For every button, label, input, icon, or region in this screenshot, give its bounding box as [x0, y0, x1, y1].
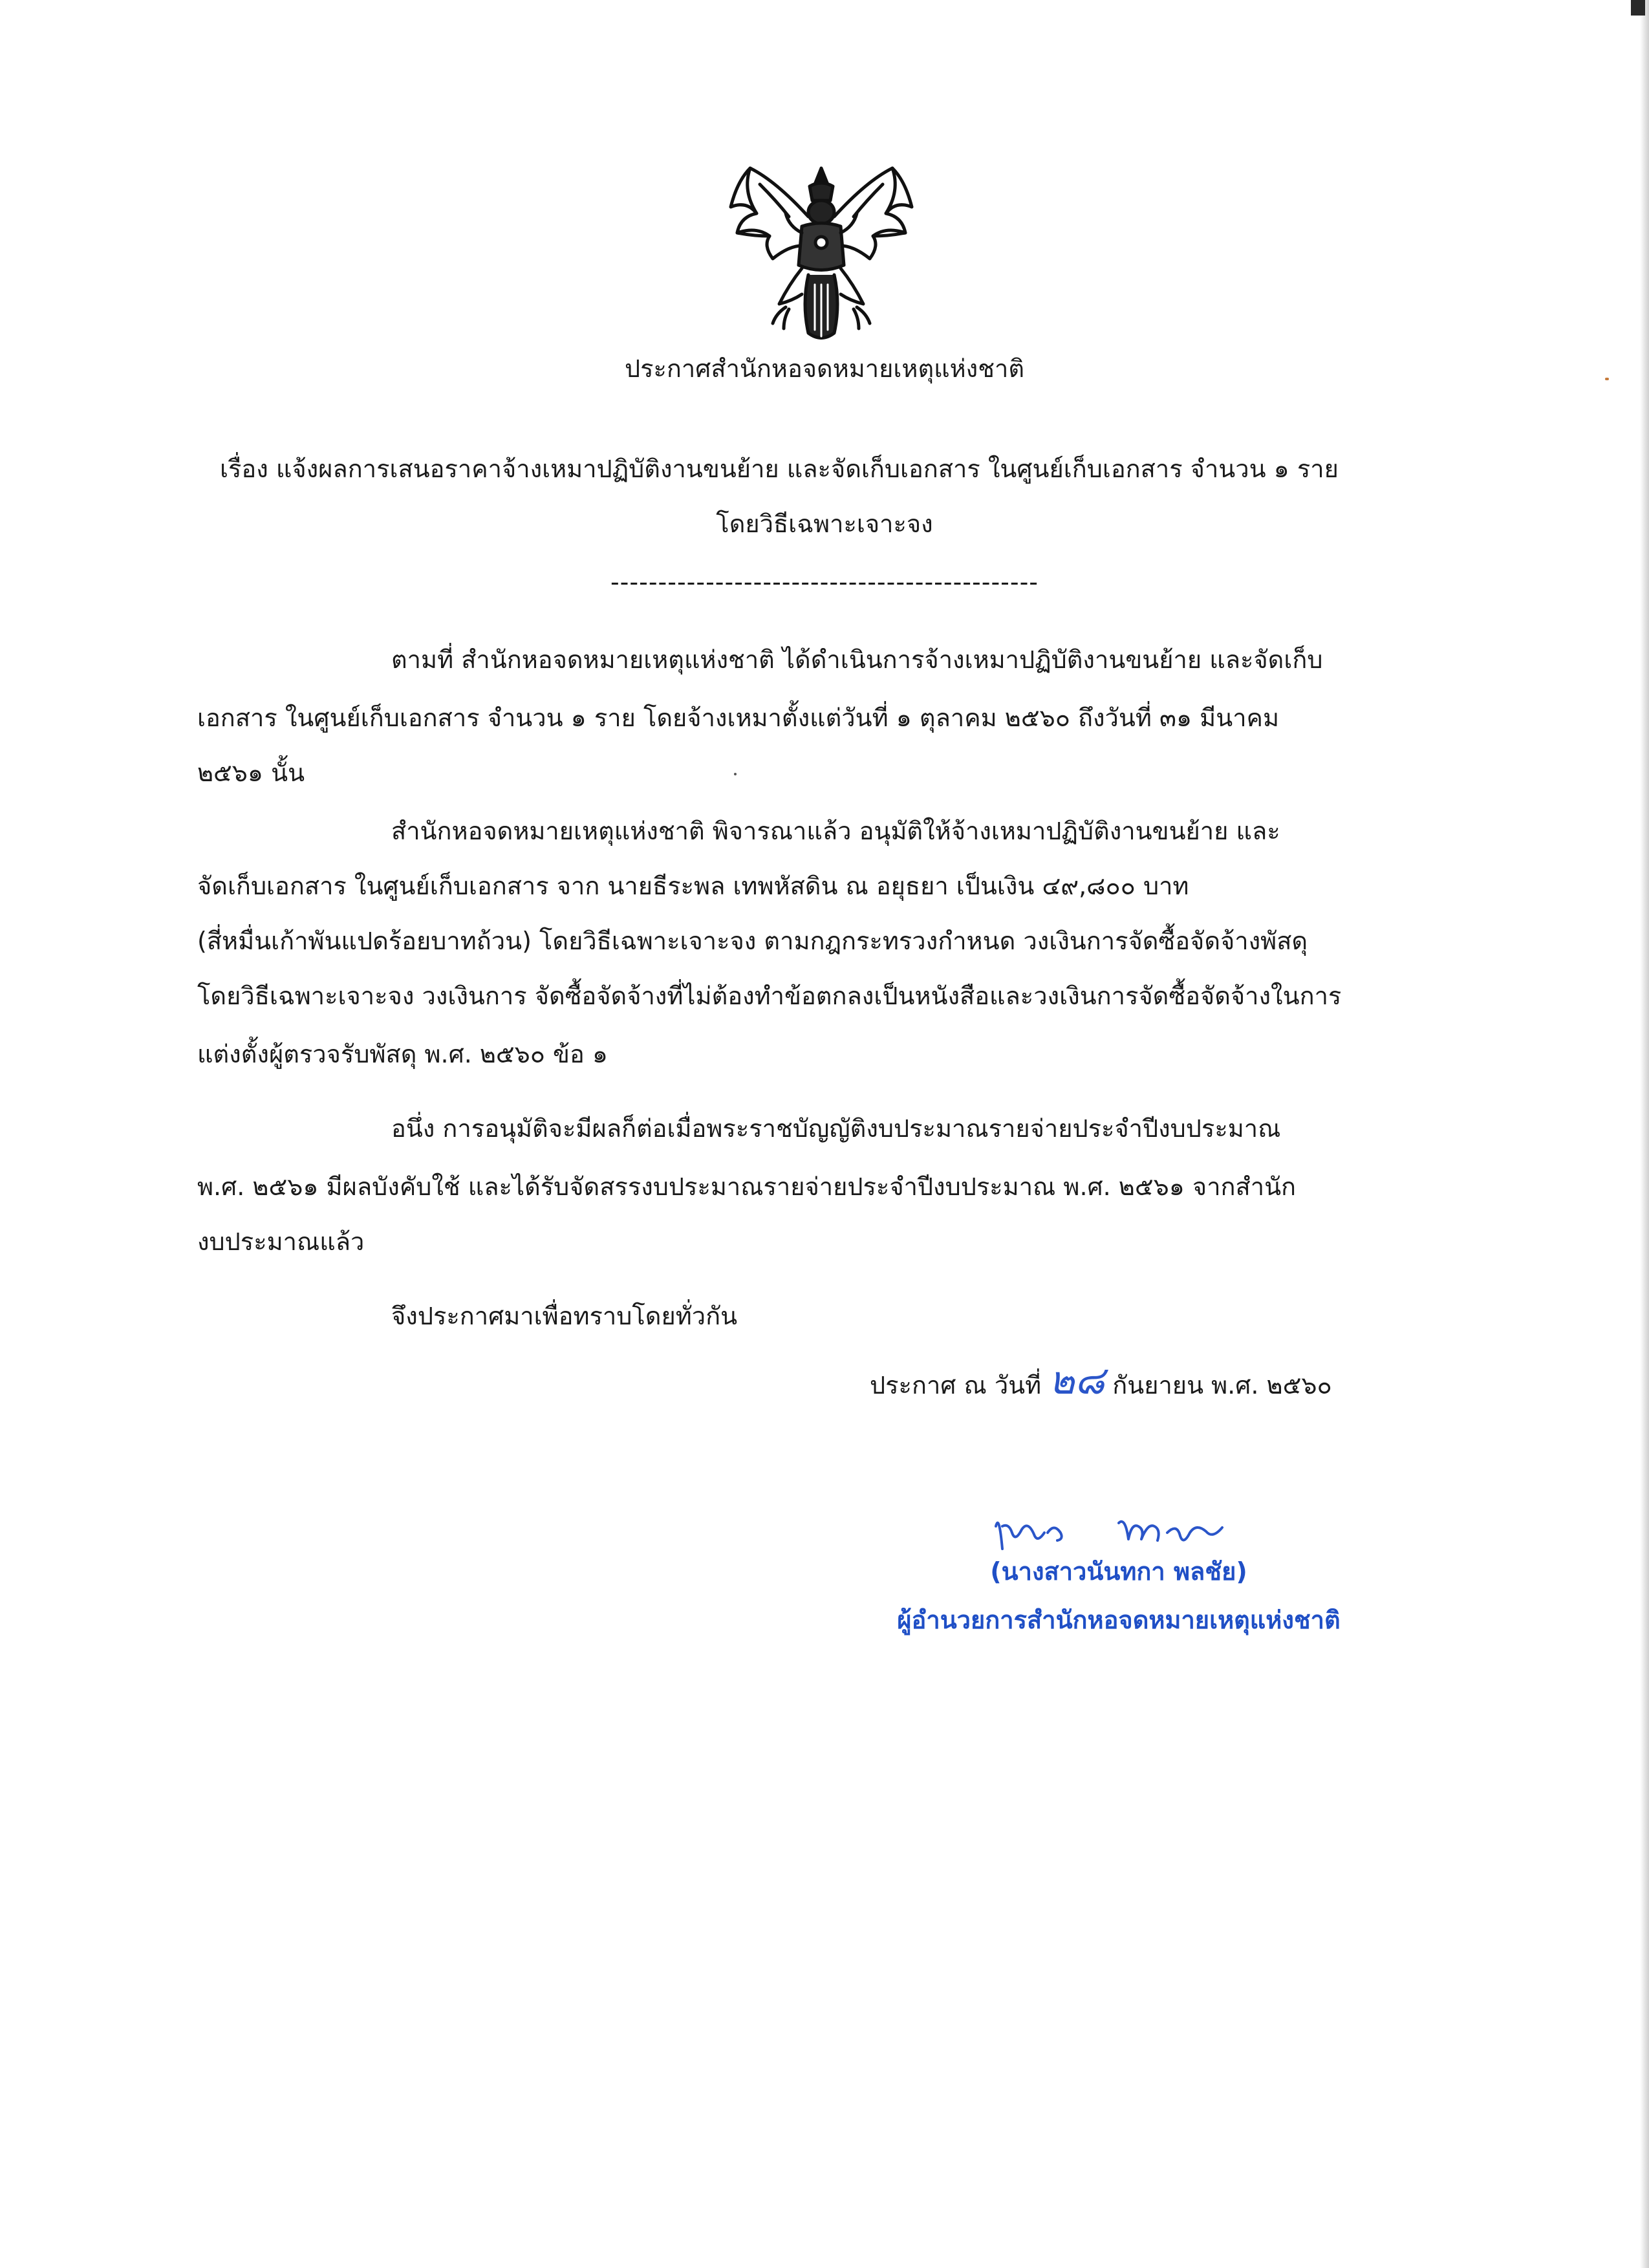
- paragraph-2-line-4: โดยวิธีเฉพาะเจาะจง วงเงินการ จัดซื้อจัดจ้างที่ไม่ต้องทำข้อตกลงเป็นหนังสือและวงเงินการจัดซื้อจัดจ้างในการ: [197, 982, 1342, 1010]
- signer-title: ผู้อำนวยการสำนักหอจดหมายเหตุแห่งชาติ: [897, 1606, 1341, 1634]
- paragraph-3-line-1: อนึ่ง การอนุมัติจะมีผลก็ต่อเมื่อพระราชบัญญัติงบประมาณรายจ่ายประจำปีงบประมาณ: [391, 1114, 1281, 1143]
- subject-line: เรื่อง แจ้งผลการเสนอราคาจ้างเหมาปฏิบัติงานขนย้าย และจัดเก็บเอกสาร ในศูนย์เก็บเอกสาร จำนวน ๑ ราย: [220, 455, 1339, 483]
- document-title: ประกาศสำนักหอจดหมายเหตุแห่งชาติ: [624, 354, 1025, 383]
- garuda-emblem-icon: [711, 155, 931, 349]
- paragraph-1-line-1: ตามที่ สำนักหอจดหมายเหตุแห่งชาติ ได้ดำเนินการจ้างเหมาปฏิบัติงานขนย้าย และจัดเก็บ: [391, 645, 1323, 674]
- paragraph-2-line-2: จัดเก็บเอกสาร ในศูนย์เก็บเอกสาร จาก นายธีระพล เทพหัสดิน ณ อยุธยา เป็นเงิน ๔๙,๘๐๐ บาท: [197, 872, 1189, 900]
- paragraph-2-line-1: สำนักหอจดหมายเหตุแห่งชาติ พิจารณาแล้ว อนุมัติให้จ้างเหมาปฏิบัติงานขนย้าย และ: [391, 817, 1280, 845]
- paragraph-1-line-2: เอกสาร ในศูนย์เก็บเอกสาร จำนวน ๑ ราย โดยจ้างเหมาตั้งแต่วันที่ ๑ ตุลาคม ๒๕๖๐ ถึงวันที่ ๓๑ มีนาคม: [197, 704, 1280, 732]
- date-line: [870, 1358, 1332, 1405]
- date-prefix: ประกาศ ณ วันที่: [870, 1371, 1042, 1399]
- date-day-handwritten: ๒๘: [1049, 1358, 1105, 1403]
- paragraph-3-line-3: งบประมาณแล้ว: [197, 1227, 365, 1256]
- scan-dust: [734, 773, 737, 775]
- paragraph-3-line-2: พ.ศ. ๒๕๖๑ มีผลบังคับใช้ และได้รับจัดสรรงบประมาณรายจ่ายประจำปีงบประมาณ พ.ศ. ๒๕๖๑ จากสำนัก: [197, 1172, 1297, 1201]
- divider: ---------------------------------------------: [610, 568, 1039, 596]
- scan-edge-shadow: [1640, 0, 1649, 2268]
- paragraph-2-line-5: แต่งตั้งผู้ตรวจรับพัสดุ พ.ศ. ๒๕๖๐ ข้อ ๑: [197, 1040, 609, 1068]
- subject-line-continued: โดยวิธีเฉพาะเจาะจง: [716, 510, 933, 538]
- scan-corner-mark: [1631, 0, 1645, 16]
- paragraph-2-line-3: (สี่หมื่นเก้าพันแปดร้อยบาทถ้วน) โดยวิธีเฉพาะเจาะจง ตามกฎกระทรวงกำหนด วงเงินการจัดซื้อจัดจ้างพัสดุ: [197, 927, 1308, 955]
- paragraph-1-line-3: ๒๕๖๑ นั้น: [197, 759, 305, 787]
- date-suffix: กันยายน พ.ศ. ๒๕๖๐: [1112, 1371, 1332, 1399]
- closing-statement: จึงประกาศมาเพื่อทราบโดยทั่วกัน: [391, 1302, 738, 1330]
- signer-name: (นางสาวนันทกา พลชัย): [990, 1557, 1247, 1586]
